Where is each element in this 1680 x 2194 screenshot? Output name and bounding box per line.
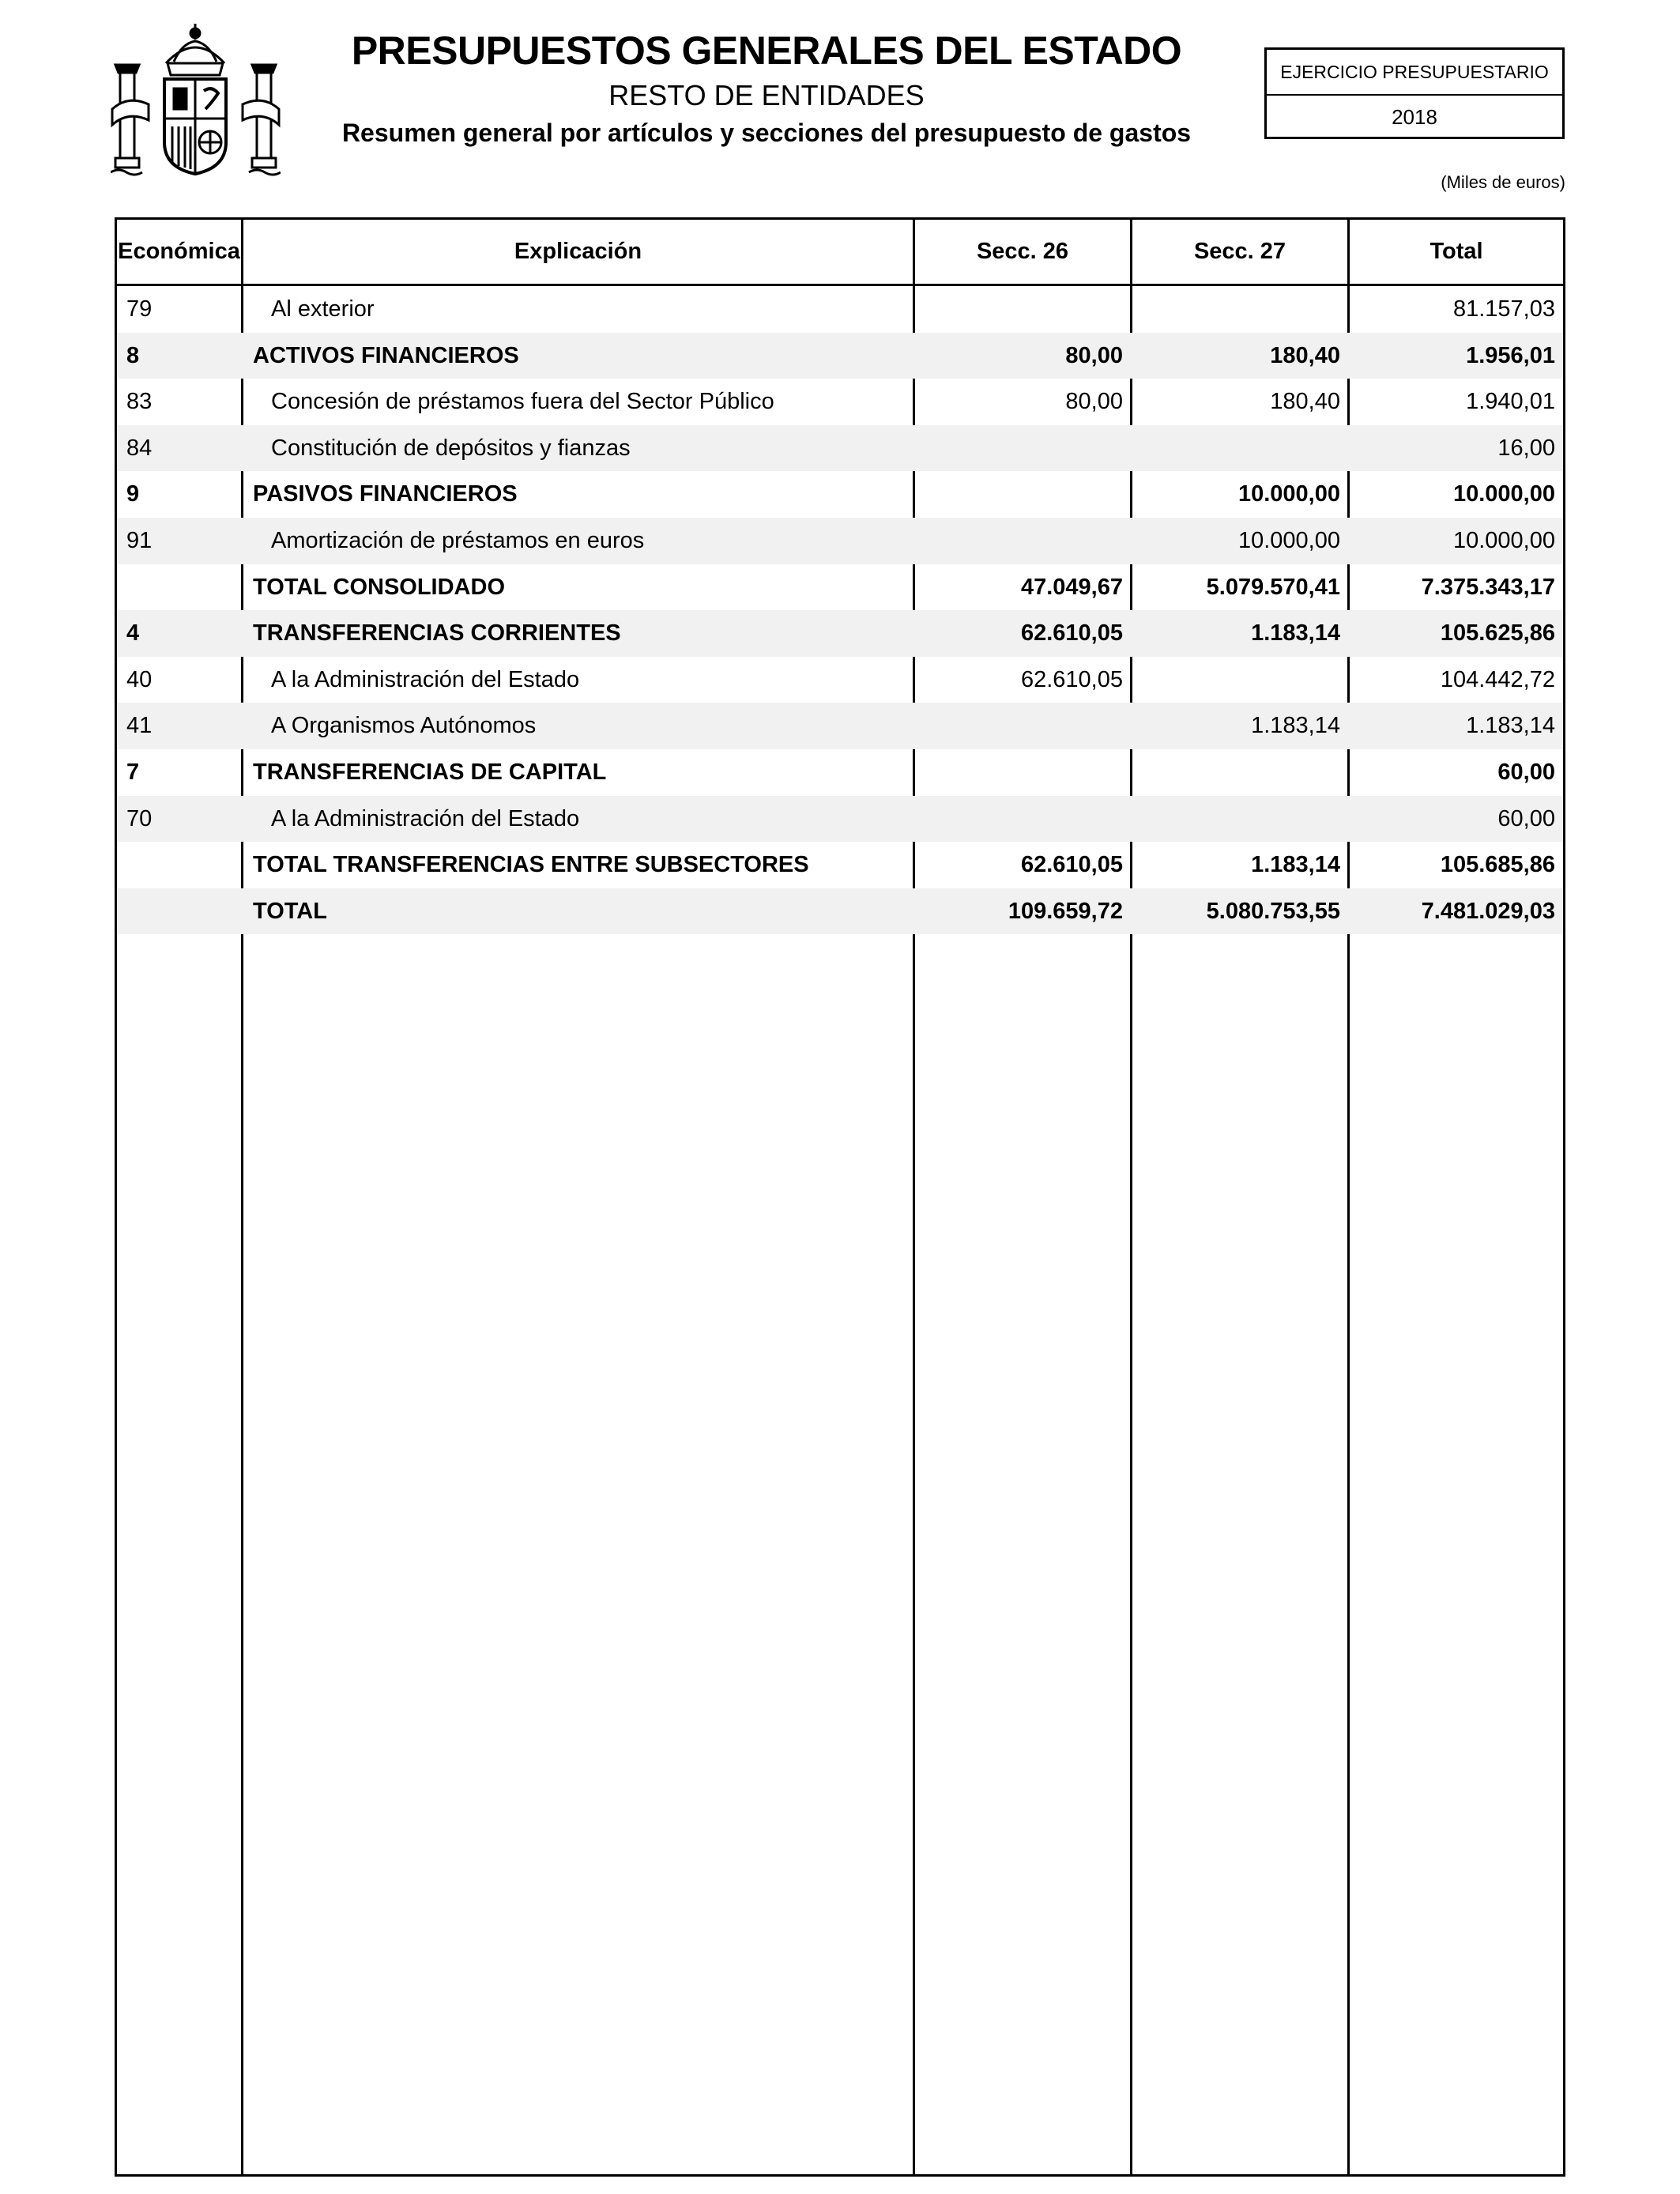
cell-explicacion: TOTAL [253,898,327,924]
table-row [117,842,1563,888]
cell-secc26: 109.659,72 [1008,898,1123,924]
cell-total: 81.157,03 [1452,296,1555,322]
cell-economica: 9 [126,481,140,507]
cell-total: 10.000,00 [1452,527,1555,553]
cell-total: 16,00 [1497,435,1555,461]
cell-economica: 40 [126,666,153,692]
cell-explicacion: PASIVOS FINANCIEROS [253,481,518,507]
cell-total: 104.442,72 [1440,666,1555,692]
cell-economica: 84 [126,435,153,461]
cell-secc26: 62.610,05 [1020,852,1123,878]
cell-secc27: 1.183,14 [1251,713,1340,739]
cell-secc27: 10.000,00 [1237,527,1340,553]
table-row [117,610,1563,657]
column-header-secc27: Secc. 27 [1193,239,1286,264]
cell-economica: 83 [126,389,153,415]
cell-explicacion: A la Administración del Estado [271,805,580,831]
cell-explicacion: A Organismos Autónomos [271,713,537,739]
column-header-economica: Económica [118,239,240,264]
budget-year-label: EJERCICIO PRESUPUESTARIO [1267,50,1562,96]
header [300,27,1233,150]
cell-total: 1.940,01 [1466,389,1555,415]
page-description: Resumen general por artículos y secciones del presupuesto de gastos [341,119,1192,147]
cell-secc27: 1.183,14 [1251,620,1340,647]
table-row [117,518,1563,564]
table-row [117,703,1563,749]
cell-explicacion: Amortización de préstamos en euros [271,527,645,553]
table-row [117,333,1563,379]
cell-economica: 70 [126,805,153,831]
column-header-secc26: Secc. 26 [976,239,1069,264]
cell-secc27: 10.000,00 [1237,481,1340,507]
cell-secc27: 5.079.570,41 [1206,574,1340,600]
column-header-total: Total [1430,239,1483,264]
cell-explicacion: Concesión de préstamos fuera del Sector Público [271,389,774,415]
budget-year-box [1264,47,1565,139]
cell-secc27: 1.183,14 [1251,852,1340,878]
cell-total: 7.375.343,17 [1421,574,1555,600]
cell-explicacion: Constitución de depósitos y fianzas [271,435,631,461]
table-row [117,888,1563,935]
cell-total: 105.685,86 [1440,852,1555,878]
table-row [117,749,1563,796]
budget-year-value: 2018 [1392,105,1437,129]
cell-total: 10.000,00 [1452,481,1555,507]
cell-economica: 41 [126,713,153,739]
cell-economica: 91 [126,527,153,553]
cell-secc27: 5.080.753,55 [1206,898,1340,924]
table-row [117,425,1563,472]
cell-total: 1.183,14 [1466,713,1555,739]
cell-explicacion: TOTAL CONSOLIDADO [253,574,505,600]
cell-explicacion: TRANSFERENCIAS DE CAPITAL [253,759,607,785]
cell-secc26: 80,00 [1065,389,1123,415]
cell-total: 105.625,86 [1440,620,1555,647]
budget-table [115,217,1565,2177]
table-row [117,564,1563,611]
table-body [117,286,1563,934]
cell-secc27: 180,40 [1270,342,1340,368]
cell-total: 60,00 [1497,759,1555,785]
cell-secc26: 47.049,67 [1020,574,1123,600]
page-title: PRESUPUESTOS GENERALES DEL ESTADO [351,28,1182,73]
table-row [117,796,1563,843]
cell-total: 7.481.029,03 [1421,898,1555,924]
coat-of-arms-icon [111,16,281,178]
cell-secc26: 80,00 [1065,342,1123,368]
cell-explicacion: A la Administración del Estado [271,666,580,692]
cell-explicacion: TRANSFERENCIAS CORRIENTES [253,620,621,647]
cell-total: 60,00 [1497,805,1555,831]
cell-economica: 4 [126,620,140,647]
cell-explicacion: ACTIVOS FINANCIEROS [253,342,519,368]
column-header-explicacion: Explicación [514,239,642,264]
cell-economica: 7 [126,759,140,785]
cell-economica: 79 [126,296,153,322]
cell-explicacion: Al exterior [271,296,375,322]
table-row [117,286,1563,333]
cell-total: 1.956,01 [1466,342,1555,368]
page-subtitle: RESTO DE ENTIDADES [608,79,925,111]
cell-secc26: 62.610,05 [1020,620,1123,647]
units-note: (Miles de euros) [1441,172,1565,192]
cell-explicacion: TOTAL TRANSFERENCIAS ENTRE SUBSECTORES [253,852,809,878]
cell-economica: 8 [126,342,140,368]
table-row [117,379,1563,425]
table-row [117,657,1563,703]
cell-secc27: 180,40 [1270,389,1340,415]
cell-secc26: 62.610,05 [1020,666,1123,692]
table-row [117,471,1563,518]
